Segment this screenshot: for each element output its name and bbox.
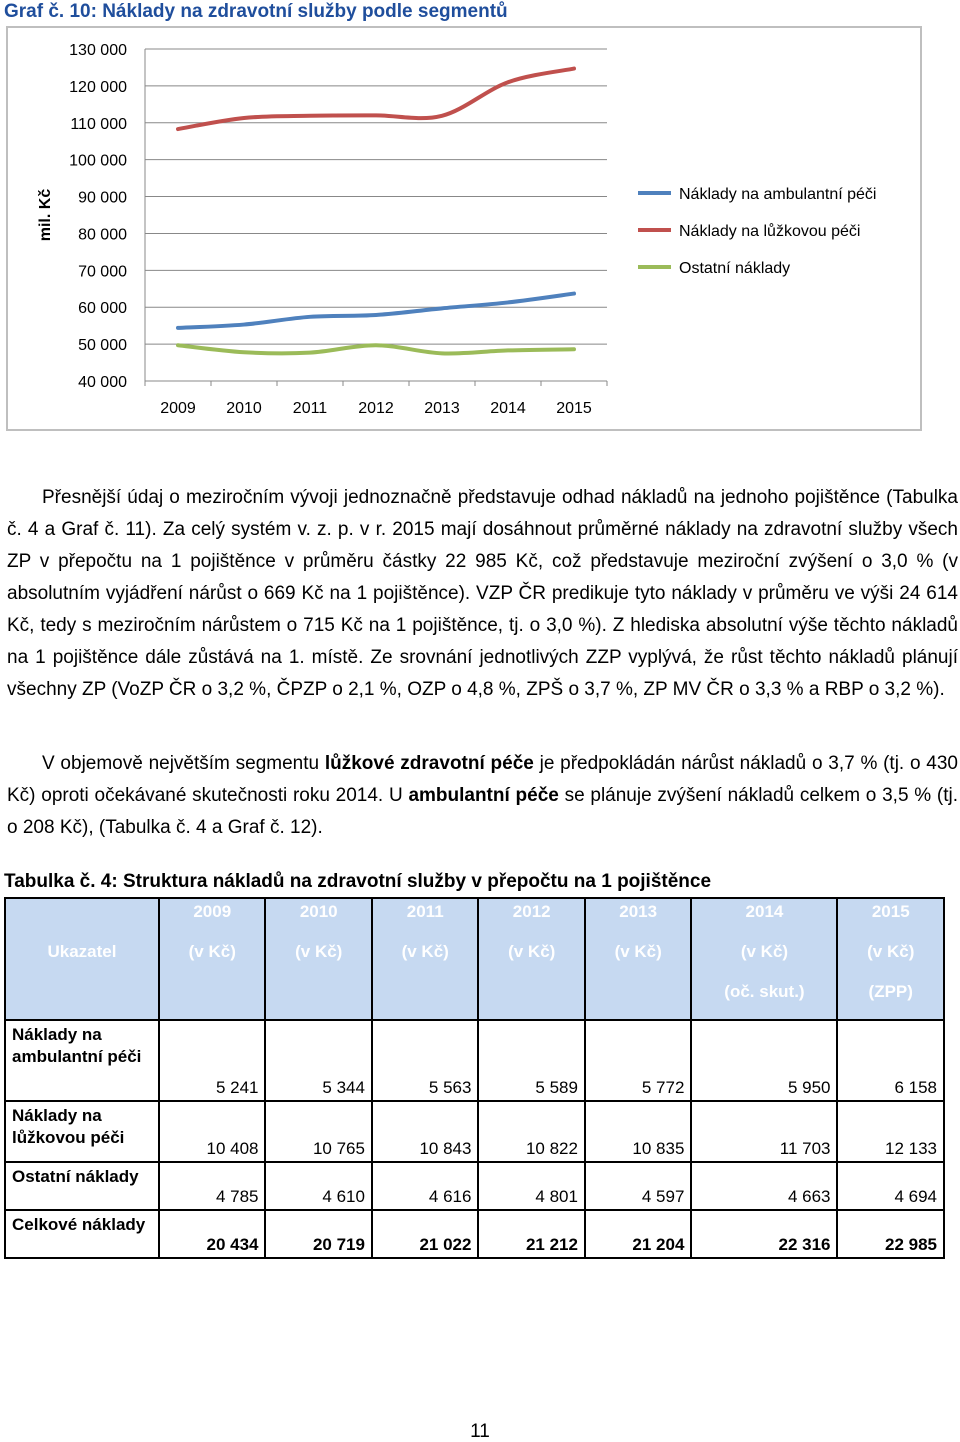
line-chart bbox=[6, 26, 922, 431]
cell: 10 765 bbox=[265, 1101, 371, 1162]
y-tick-label: 90 000 bbox=[78, 189, 127, 207]
y-axis-label: mil. Kč bbox=[37, 188, 54, 242]
y-tick-label: 80 000 bbox=[78, 226, 127, 244]
header-note bbox=[160, 979, 264, 1019]
table-row bbox=[5, 1020, 944, 1101]
header-col bbox=[265, 898, 371, 1020]
header-year: 2014 bbox=[745, 902, 784, 921]
paragraph-2 bbox=[7, 748, 958, 844]
header-col bbox=[478, 898, 584, 1020]
header-indicator-label: Ukazatel bbox=[47, 942, 117, 961]
y-tick-label: 120 000 bbox=[69, 78, 127, 96]
legend-label: Ostatní náklady bbox=[679, 260, 791, 277]
cell: 5 563 bbox=[372, 1020, 478, 1101]
cell: 4 610 bbox=[265, 1162, 371, 1210]
paragraph-2-bold-inpatient: lůžkové zdravotní péče bbox=[324, 753, 534, 774]
cell: 4 597 bbox=[585, 1162, 691, 1210]
cell: 4 616 bbox=[372, 1162, 478, 1210]
cell: 5 241 bbox=[159, 1020, 265, 1101]
cell: 4 694 bbox=[837, 1162, 944, 1210]
header-col bbox=[372, 898, 478, 1020]
chart-title: Graf č. 10: Náklady na zdravotní služby podle segmentů bbox=[4, 1, 508, 22]
cell: 5 950 bbox=[691, 1020, 837, 1101]
y-tick-label: 130 000 bbox=[69, 42, 127, 59]
table-row bbox=[5, 1162, 944, 1210]
y-tick-label: 100 000 bbox=[69, 152, 127, 170]
cell: 10 822 bbox=[478, 1101, 584, 1162]
header-col bbox=[837, 898, 944, 1020]
header-unit: (v Kč) bbox=[867, 942, 915, 961]
cell: 22 316 bbox=[691, 1210, 837, 1258]
line-chart-svg bbox=[8, 28, 920, 429]
cell: 4 785 bbox=[159, 1162, 265, 1210]
y-tick-label: 40 000 bbox=[78, 374, 127, 391]
paragraph-2-part-c: je předpokládán nárůst nákladů o 3,7 % (tj. o 430 Kč) oproti očekávané skutečnosti roku 2014. U bbox=[7, 753, 959, 806]
x-tick-label: 2014 bbox=[490, 400, 526, 417]
header-col bbox=[691, 898, 837, 1020]
x-tick-label: 2009 bbox=[160, 400, 196, 417]
paragraph-2-part-e: se plánuje zvýšení nákladů celkem o 3,5 % (tj. o 208 Kč), (Tabulka č. 4 a Graf č. 12). bbox=[7, 785, 959, 838]
x-tick-label: 2012 bbox=[358, 400, 394, 417]
header-unit: (v Kč) bbox=[295, 942, 343, 961]
table-header-row bbox=[5, 898, 944, 1020]
header-year: 2010 bbox=[299, 902, 338, 921]
header-year: 2011 bbox=[406, 902, 444, 921]
cell: 10 843 bbox=[372, 1101, 478, 1162]
cell: 21 204 bbox=[585, 1210, 691, 1258]
header-indicator bbox=[5, 898, 159, 1020]
cell: 21 022 bbox=[372, 1210, 478, 1258]
cell: 5 772 bbox=[585, 1020, 691, 1101]
x-tick-label: 2015 bbox=[556, 400, 592, 417]
header-unit: (v Kč) bbox=[508, 942, 556, 961]
cell: 12 133 bbox=[837, 1101, 944, 1162]
y-tick-label: 110 000 bbox=[70, 115, 127, 133]
header-unit: (v Kč) bbox=[188, 942, 236, 961]
header-year: 2013 bbox=[619, 902, 658, 921]
header-unit: (v Kč) bbox=[614, 942, 662, 961]
row-label: Ostatní náklady bbox=[5, 1162, 159, 1210]
y-tick-label: 60 000 bbox=[78, 300, 127, 318]
header-year: 2015 bbox=[871, 902, 910, 921]
cell: 21 212 bbox=[478, 1210, 584, 1258]
header-note: (ZPP) bbox=[868, 982, 913, 1001]
cell: 5 344 bbox=[265, 1020, 371, 1101]
x-tick-label: 2013 bbox=[424, 400, 460, 417]
table-row bbox=[5, 1101, 944, 1162]
cell: 4 801 bbox=[478, 1162, 584, 1210]
cell: 10 835 bbox=[585, 1101, 691, 1162]
header-year: 2012 bbox=[512, 902, 551, 921]
header-note bbox=[479, 979, 583, 1019]
legend-label: Náklady na lůžkovou péči bbox=[679, 223, 861, 240]
header-unit: (v Kč) bbox=[740, 942, 789, 961]
cell: 4 663 bbox=[691, 1162, 837, 1210]
table-title: Tabulka č. 4: Struktura nákladů na zdravotní služby v přepočtu na 1 pojištěnce bbox=[4, 871, 712, 892]
header-year: 2009 bbox=[193, 902, 232, 921]
cell: 22 985 bbox=[837, 1210, 944, 1258]
cell: 11 703 bbox=[691, 1101, 837, 1162]
legend-label: Náklady na ambulantní péči bbox=[679, 186, 877, 203]
header-unit: (v Kč) bbox=[401, 942, 449, 961]
cell: 10 408 bbox=[159, 1101, 265, 1162]
y-tick-label: 70 000 bbox=[78, 263, 127, 281]
header-note: (oč. skut.) bbox=[724, 982, 805, 1001]
paragraph-2-part-a: V objemově největším segmentu bbox=[42, 753, 325, 774]
paragraph-1-text: Přesnější údaj o meziročním vývoji jednoznačně představuje odhad nákladů na jednoho pojištěnce (Tabulka č. 4 a Graf č. 11). Za celý systém v. z. p. v r. 2015 mají dosáhnout průměrné náklady na zdravotní služby všech ZP v přepočtu na 1 pojištěnce v průměru částky 22 985 Kč, což představuje meziroční zvýšení o 3,0 % (v absolutním vyjádření nárůst o 669 Kč na 1 pojištěnce). VZP ČR predikuje tyto náklady v průměru ve výši 24 614 Kč, tedy s meziročním nárůstem o 715 Kč na 1 pojištěnce, tj. o 3,0 %). Z hlediska absolutní výše těchto nákladů na 1 pojištěnce dále zůstává na 1. místě. Ze srovnání jednotlivých ZZP vyplývá, že růst těchto nákladů plánují všechny ZP (VoZP ČR o 3,2 %, ČPZP o 2,1 %, OZP o 4,8 %, ZPŠ o 3,7 %, ZP MV ČR o 3,3 % a RBP o 3,2 %). bbox=[7, 487, 958, 700]
series-line bbox=[178, 69, 574, 129]
y-tick-label: 50 000 bbox=[78, 337, 127, 355]
series-line bbox=[178, 294, 574, 328]
row-label: Náklady na ambulantní péči bbox=[5, 1020, 159, 1101]
header-col bbox=[585, 898, 691, 1020]
paragraph-2-text bbox=[7, 748, 958, 844]
cell: 20 719 bbox=[265, 1210, 371, 1258]
header-col bbox=[159, 898, 265, 1020]
page-number: 11 bbox=[470, 1421, 490, 1442]
cost-table bbox=[4, 897, 945, 1259]
row-label: Celkové náklady bbox=[5, 1210, 159, 1258]
header-note bbox=[266, 979, 370, 1019]
cell: 20 434 bbox=[159, 1210, 265, 1258]
x-tick-label: 2011 bbox=[292, 400, 328, 417]
row-label: Náklady na lůžkovou péči bbox=[5, 1101, 159, 1162]
cell: 5 589 bbox=[478, 1020, 584, 1101]
paragraph-2-bold-outpatient: ambulantní péče bbox=[408, 785, 559, 806]
header-note bbox=[586, 979, 690, 1019]
series-line bbox=[178, 345, 574, 353]
paragraph-1 bbox=[7, 482, 958, 706]
header-note bbox=[373, 979, 477, 1019]
table-row-total bbox=[5, 1210, 944, 1258]
cell: 6 158 bbox=[837, 1020, 944, 1101]
x-tick-label: 2010 bbox=[226, 400, 262, 417]
